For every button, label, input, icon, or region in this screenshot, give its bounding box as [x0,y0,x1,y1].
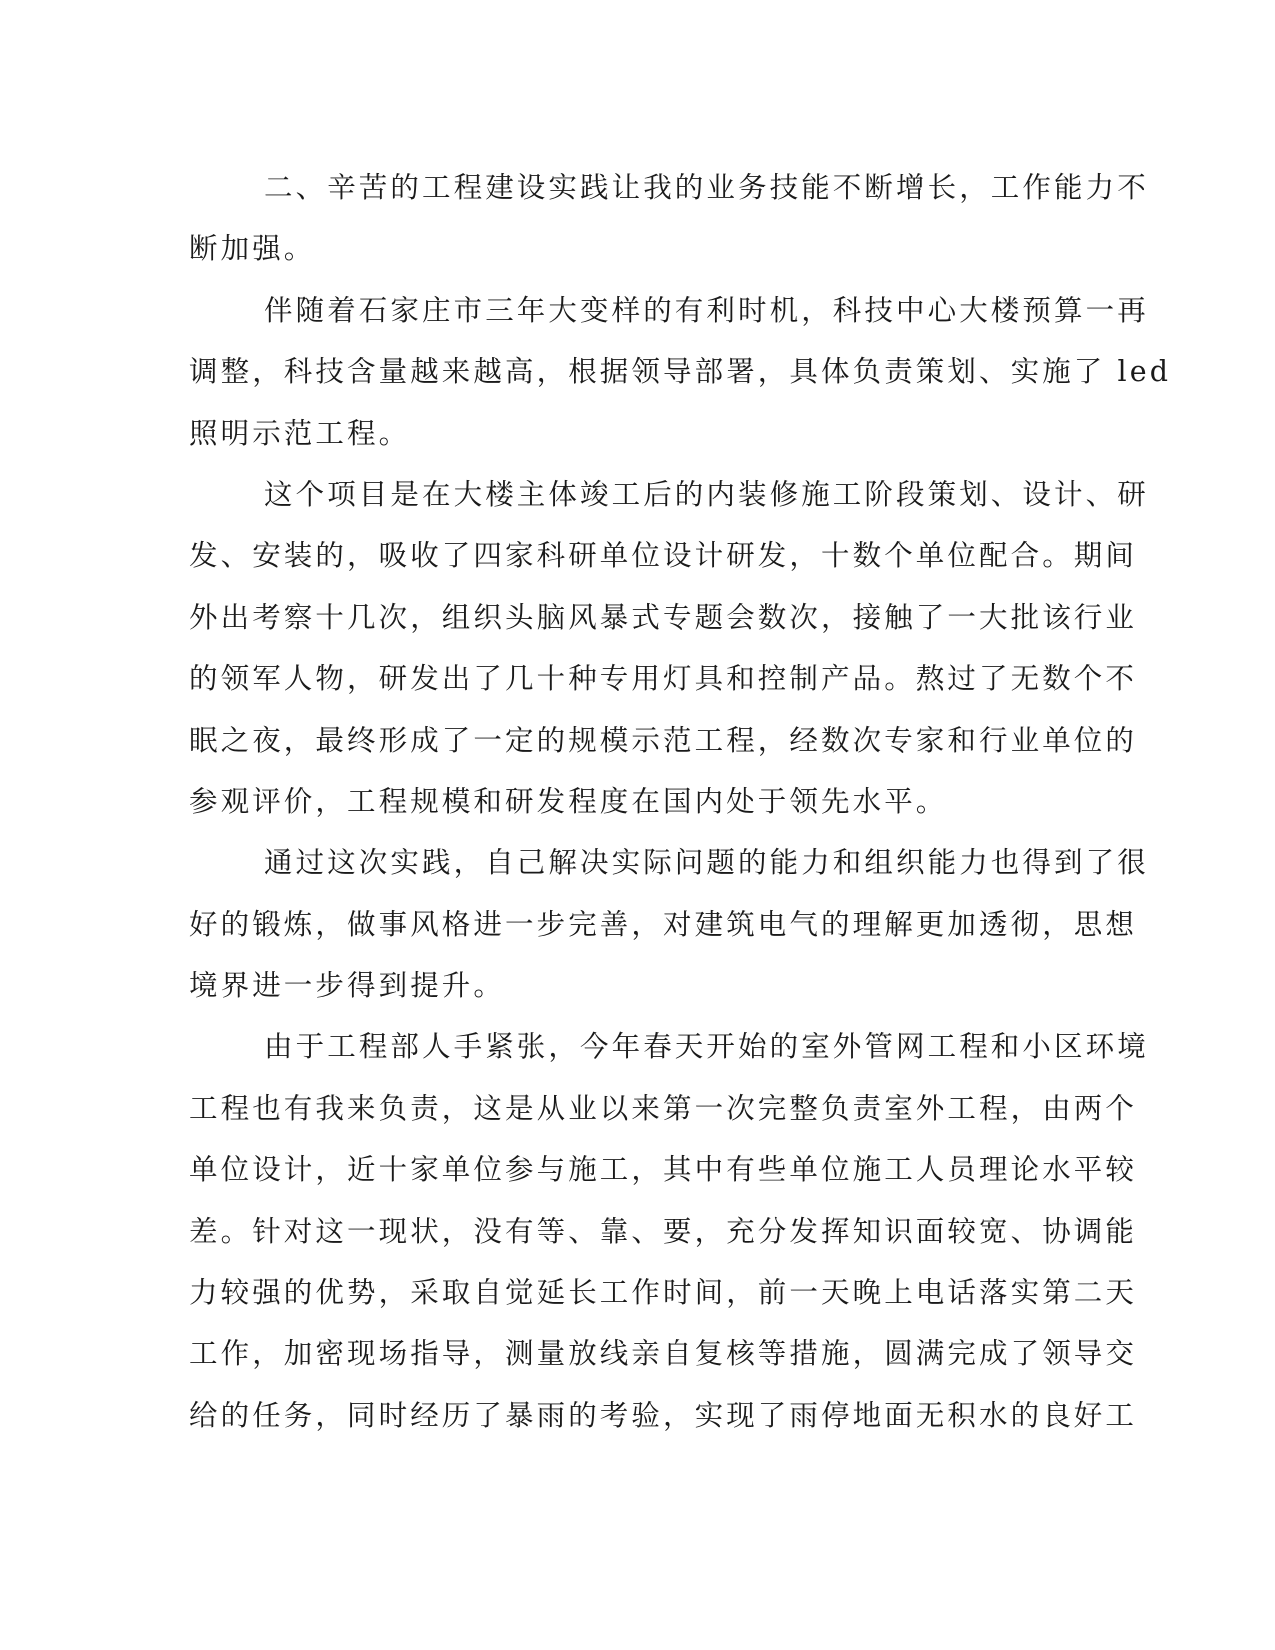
text-line: 力较强的优势，采取自觉延长工作时间，前一天晚上电话落实第二天 [189,1276,1138,1310]
document-body [189,157,1172,1446]
text-line: 调整，科技含量越来越高，根据领导部署，具体负责策划、实施了 led [189,355,1172,389]
text-line: 好的锻炼，做事风格进一步完善，对建筑电气的理解更加透彻，思想 [189,907,1138,941]
text-line: 伴随着石家庄市三年大变样的有利时机，科技中心大楼预算一再 [264,293,1149,327]
text-line: 由于工程部人手紧张，今年春天开始的室外管网工程和小区环境 [264,1030,1149,1064]
text-line: 这个项目是在大楼主体竣工后的内装修施工阶段策划、设计、研 [264,477,1149,511]
text-line: 外出考察十几次，组织头脑风暴式专题会数次，接触了一大批该行业 [189,600,1138,634]
text-line: 单位设计，近十家单位参与施工，其中有些单位施工人员理论水平较 [189,1153,1138,1187]
text-line: 发、安装的，吸收了四家科研单位设计研发，十数个单位配合。期间 [189,539,1138,573]
text-line: 给的任务，同时经历了暴雨的考验，实现了雨停地面无积水的良好工 [189,1398,1138,1432]
text-line: 照明示范工程。 [189,416,411,450]
text-line: 差。针对这一现状，没有等、靠、要，充分发挥知识面较宽、协调能 [189,1214,1138,1248]
text-line: 二、辛苦的工程建设实践让我的业务技能不断增长，工作能力不 [264,171,1149,204]
text-line: 工程也有我来负责，这是从业以来第一次完整负责室外工程，由两个 [189,1091,1138,1125]
text-line: 参观评价，工程规模和研发程度在国内处于领先水平。 [189,784,948,818]
text-line: 断加强。 [189,232,316,266]
text-line: 境界进一步得到提升。 [189,969,506,1003]
text-line: 通过这次实践，自己解决实际问题的能力和组织能力也得到了很 [264,846,1149,880]
text-line: 眠之夜，最终形成了一定的规模示范工程，经数次专家和行业单位的 [189,723,1138,757]
text-line: 工作，加密现场指导，测量放线亲自复核等措施，圆满完成了领导交 [189,1337,1138,1371]
text-line: 的领军人物，研发出了几十种专用灯具和控制产品。熬过了无数个不 [189,662,1138,696]
